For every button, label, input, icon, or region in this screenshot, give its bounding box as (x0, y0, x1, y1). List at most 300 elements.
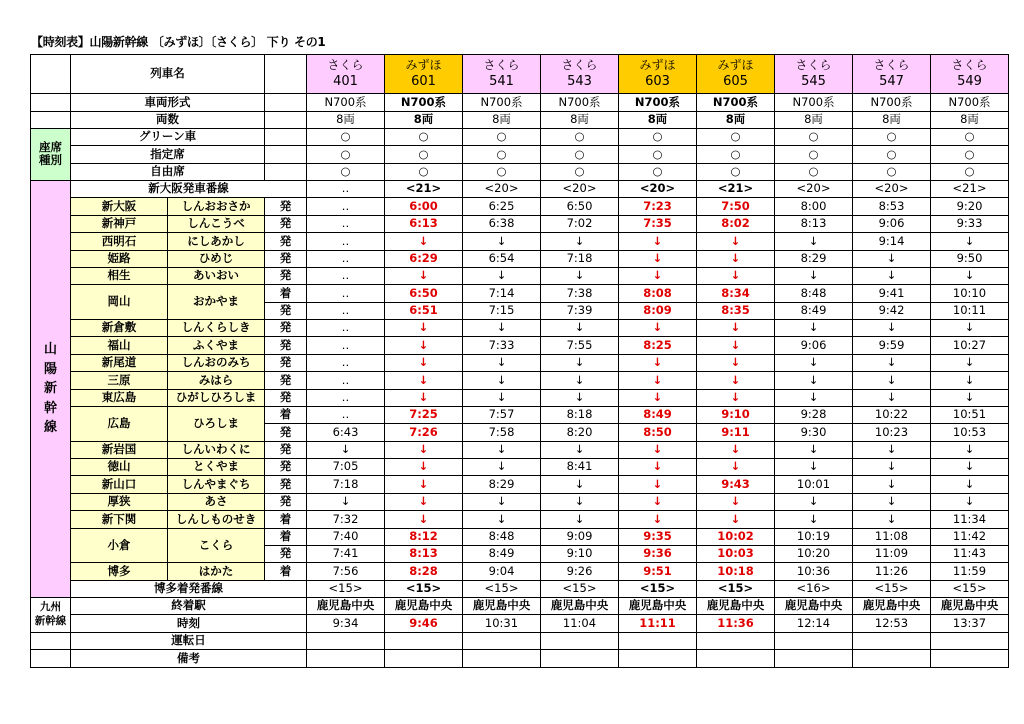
reserved-seat-cell: ○ (931, 146, 1009, 163)
arrive-depart: 発 (265, 441, 307, 458)
train-name: さくら (873, 58, 910, 73)
blank (265, 94, 307, 111)
arrive-depart: 発 (265, 476, 307, 493)
table-row (31, 441, 1009, 458)
operating-day-cell (775, 632, 853, 649)
time-cell: 10:27 (931, 337, 1009, 354)
time-cell: ↓ (697, 250, 775, 267)
terminal-time-cell: 12:14 (775, 615, 853, 632)
time-cell: ↓ (697, 320, 775, 337)
time-cell: 7:41 (307, 545, 385, 562)
time-cell: ↓ (385, 476, 463, 493)
table-row (31, 528, 1009, 545)
reserved-seat-cell: ○ (307, 146, 385, 163)
blank (265, 111, 307, 128)
operating-day-cell (541, 632, 619, 649)
time-cell: 7:50 (697, 198, 775, 215)
time-cell: ‥ (307, 320, 385, 337)
time-cell: 8:02 (697, 215, 775, 232)
time-cell: 9:35 (619, 528, 697, 545)
train-name-label: 列車名 (71, 55, 265, 94)
time-cell: 9:09 (541, 528, 619, 545)
time-cell: ↓ (619, 459, 697, 476)
time-cell: ↓ (931, 267, 1009, 284)
time-cell: 11:08 (853, 528, 931, 545)
time-cell: 6:38 (463, 215, 541, 232)
time-cell: ‥ (307, 406, 385, 423)
terminal-cell: 鹿児島中央 (697, 598, 775, 615)
operating-day-cell (697, 632, 775, 649)
time-cell: ↓ (463, 441, 541, 458)
page-title: 【時刻表】山陽新幹線 〔みずほ〕〔さくら〕 下り その1 (31, 35, 326, 49)
time-cell: 6:50 (541, 198, 619, 215)
arrive-depart: 発 (265, 459, 307, 476)
time-cell: ‥ (307, 285, 385, 302)
station-name: 岡山 (71, 285, 168, 320)
train-name: みずほ (717, 58, 754, 73)
time-cell: 7:23 (619, 198, 697, 215)
time-cell: 6:25 (463, 198, 541, 215)
green-seat-cell: ○ (463, 128, 541, 145)
table-row (31, 285, 1009, 302)
time-cell: ↓ (775, 267, 853, 284)
time-cell: ↓ (541, 441, 619, 458)
green-seat-cell: ○ (385, 128, 463, 145)
table-row (31, 320, 1009, 337)
time-cell: ↓ (931, 320, 1009, 337)
time-cell: ↓ (697, 354, 775, 371)
train-header (541, 55, 619, 94)
shin-osaka-track-cell: <20> (619, 181, 697, 198)
time-cell: ↓ (775, 354, 853, 371)
arrive-depart: 発 (265, 233, 307, 250)
blank (31, 650, 71, 668)
car-type-cell: N700系 (775, 94, 853, 111)
time-cell: 8:18 (541, 406, 619, 423)
time-cell: ↓ (385, 389, 463, 406)
time-cell: 9:36 (619, 545, 697, 562)
time-cell: 11:42 (931, 528, 1009, 545)
time-label: 時刻 (71, 615, 307, 632)
car-count-cell: 8両 (619, 111, 697, 128)
time-cell: 9:06 (853, 215, 931, 232)
time-cell: ↓ (463, 354, 541, 371)
station-kana: しんしものせき (168, 511, 265, 528)
time-cell: ↓ (931, 441, 1009, 458)
shin-osaka-track-cell: ‥ (307, 181, 385, 198)
operating-days-label: 運転日 (71, 632, 307, 649)
operating-day-cell (853, 632, 931, 649)
car-type-cell: N700系 (853, 94, 931, 111)
time-cell: 7:18 (307, 476, 385, 493)
remark-cell (931, 650, 1009, 668)
time-cell: 8:48 (463, 528, 541, 545)
time-cell: 9:20 (931, 198, 1009, 215)
station-kana: ふくやま (168, 337, 265, 354)
time-cell: 9:51 (619, 563, 697, 580)
hakata-track-cell: <15> (931, 580, 1009, 597)
time-cell: ↓ (619, 354, 697, 371)
time-cell: ↓ (385, 441, 463, 458)
time-cell: 9:33 (931, 215, 1009, 232)
time-cell: ↓ (541, 354, 619, 371)
shin-osaka-track-cell: <20> (541, 181, 619, 198)
terminal-cell: 鹿児島中央 (931, 598, 1009, 615)
table-row (31, 267, 1009, 284)
time-cell: ↓ (853, 476, 931, 493)
shin-osaka-track-cell: <21> (385, 181, 463, 198)
car-count-cell: 8両 (463, 111, 541, 128)
station-name: 新山口 (71, 476, 168, 493)
car-type-cell: N700系 (619, 94, 697, 111)
time-cell: 8:35 (697, 302, 775, 319)
time-cell: 8:41 (541, 459, 619, 476)
time-cell: ↓ (385, 320, 463, 337)
hakata-track-cell: <15> (463, 580, 541, 597)
time-cell: ↓ (619, 476, 697, 493)
time-cell: ↓ (853, 320, 931, 337)
train-number: 549 (957, 74, 982, 90)
time-cell: 11:26 (853, 563, 931, 580)
time-cell: ‥ (307, 337, 385, 354)
train-number: 541 (489, 74, 514, 90)
hakata-track-label: 博多着発番線 (71, 580, 307, 597)
station-name: 姫路 (71, 250, 168, 267)
time-cell: ↓ (697, 233, 775, 250)
arrive-depart: 発 (265, 545, 307, 562)
arrive-depart: 発 (265, 493, 307, 510)
reserved-seat-cell: ○ (463, 146, 541, 163)
time-cell: ↓ (463, 320, 541, 337)
table-row (31, 111, 1009, 128)
time-cell: ↓ (541, 233, 619, 250)
arrive-depart: 発 (265, 267, 307, 284)
time-cell: 9:11 (697, 424, 775, 441)
time-cell: ↓ (775, 459, 853, 476)
table-row (31, 459, 1009, 476)
train-header (853, 55, 931, 94)
train-name: みずほ (405, 58, 442, 73)
station-name: 博多 (71, 563, 168, 580)
car-type-cell: N700系 (307, 94, 385, 111)
time-cell: 9:26 (541, 563, 619, 580)
time-cell: ↓ (853, 267, 931, 284)
table-row (31, 128, 1009, 145)
timetable (30, 54, 1009, 668)
terminal-time-cell: 10:31 (463, 615, 541, 632)
train-number: 401 (333, 74, 358, 90)
station-kana: はかた (168, 563, 265, 580)
time-cell: ↓ (931, 354, 1009, 371)
arrive-depart: 発 (265, 337, 307, 354)
time-cell: 9:10 (697, 406, 775, 423)
operating-day-cell (463, 632, 541, 649)
shin-osaka-track-cell: <20> (853, 181, 931, 198)
arrive-depart: 着 (265, 285, 307, 302)
table-row (31, 354, 1009, 371)
station-kana: しんいわくに (168, 441, 265, 458)
station-name: 徳山 (71, 459, 168, 476)
reserved-seat-label: 指定席 (71, 146, 265, 163)
green-seat-label: グリーン車 (71, 128, 265, 145)
time-cell: ↓ (541, 372, 619, 389)
time-cell: 8:13 (775, 215, 853, 232)
unreserved-seat-cell: ○ (853, 163, 931, 180)
terminal-cell: 鹿児島中央 (775, 598, 853, 615)
time-cell: 8:09 (619, 302, 697, 319)
station-name: 西明石 (71, 233, 168, 250)
time-cell: ↓ (853, 372, 931, 389)
hakata-track-cell: <16> (775, 580, 853, 597)
arrive-depart: 着 (265, 528, 307, 545)
table-row (31, 493, 1009, 510)
time-cell: ↓ (697, 337, 775, 354)
time-cell: 11:34 (931, 511, 1009, 528)
train-number: 545 (801, 74, 826, 90)
arrive-depart: 発 (265, 424, 307, 441)
time-cell: ↓ (385, 511, 463, 528)
time-cell: 8:53 (853, 198, 931, 215)
unreserved-seat-cell: ○ (931, 163, 1009, 180)
green-seat-cell: ○ (775, 128, 853, 145)
train-header (697, 55, 775, 94)
green-seat-cell: ○ (697, 128, 775, 145)
remark-cell (385, 650, 463, 668)
time-cell: ↓ (931, 233, 1009, 250)
station-kana: みはら (168, 372, 265, 389)
table-row (31, 215, 1009, 232)
terminal-time-cell: 9:34 (307, 615, 385, 632)
station-name: 新神戸 (71, 215, 168, 232)
time-cell: 7:39 (541, 302, 619, 319)
car-type-cell: N700系 (385, 94, 463, 111)
station-kana: しんおのみち (168, 354, 265, 371)
table-row (31, 250, 1009, 267)
station-name: 新大阪 (71, 198, 168, 215)
table-row (31, 181, 1009, 198)
table-row (31, 146, 1009, 163)
train-name: さくら (327, 58, 364, 73)
time-cell: ↓ (619, 511, 697, 528)
table-row (31, 372, 1009, 389)
reserved-seat-cell: ○ (385, 146, 463, 163)
table-row (31, 580, 1009, 597)
table-row (31, 94, 1009, 111)
time-cell: 8:29 (775, 250, 853, 267)
time-cell: ↓ (385, 233, 463, 250)
time-cell: ↓ (463, 267, 541, 284)
station-kana: おかやま (168, 285, 265, 320)
car-type-cell: N700系 (697, 94, 775, 111)
table-row (31, 632, 1009, 649)
time-cell: 8:20 (541, 424, 619, 441)
time-cell: ↓ (931, 493, 1009, 510)
remark-cell (307, 650, 385, 668)
operating-day-cell (931, 632, 1009, 649)
operating-day-cell (307, 632, 385, 649)
time-cell: 7:38 (541, 285, 619, 302)
time-cell: 8:49 (619, 406, 697, 423)
time-cell: ↓ (541, 511, 619, 528)
green-seat-cell: ○ (931, 128, 1009, 145)
time-cell: ↓ (775, 372, 853, 389)
hakata-track-cell: <15> (853, 580, 931, 597)
car-count-cell: 8両 (853, 111, 931, 128)
reserved-seat-cell: ○ (697, 146, 775, 163)
station-kana: しんおおさか (168, 198, 265, 215)
table-row (31, 598, 1009, 615)
table-row (31, 476, 1009, 493)
station-name: 新岩国 (71, 441, 168, 458)
time-cell: 6:43 (307, 424, 385, 441)
unreserved-seat-cell: ○ (619, 163, 697, 180)
time-cell: 7:15 (463, 302, 541, 319)
cars-label: 両数 (71, 111, 265, 128)
time-cell: 10:19 (775, 528, 853, 545)
time-cell: ‥ (307, 215, 385, 232)
time-cell: ↓ (931, 389, 1009, 406)
time-cell: ↓ (541, 493, 619, 510)
arrive-depart: 発 (265, 215, 307, 232)
time-cell: 7:25 (385, 406, 463, 423)
time-cell: 11:09 (853, 545, 931, 562)
time-cell: ↓ (385, 337, 463, 354)
reserved-seat-cell: ○ (775, 146, 853, 163)
time-cell: 10:03 (697, 545, 775, 562)
time-cell: 9:59 (853, 337, 931, 354)
time-cell: 10:10 (931, 285, 1009, 302)
shin-osaka-track-label: 新大阪発車番線 (71, 181, 307, 198)
time-cell: 9:30 (775, 424, 853, 441)
time-cell: ‥ (307, 233, 385, 250)
time-cell: 9:28 (775, 406, 853, 423)
station-kana: しんこうべ (168, 215, 265, 232)
time-cell: ↓ (853, 511, 931, 528)
table-row (31, 563, 1009, 580)
time-cell: 7:40 (307, 528, 385, 545)
time-cell: ↓ (619, 233, 697, 250)
time-cell: 9:41 (853, 285, 931, 302)
arrive-depart: 着 (265, 511, 307, 528)
time-cell: 7:18 (541, 250, 619, 267)
time-cell: 8:08 (619, 285, 697, 302)
arrive-depart: 発 (265, 302, 307, 319)
time-cell: 8:13 (385, 545, 463, 562)
time-cell: 10:51 (931, 406, 1009, 423)
time-cell: 9:42 (853, 302, 931, 319)
time-cell: 8:00 (775, 198, 853, 215)
arrive-depart: 発 (265, 320, 307, 337)
time-cell: 6:00 (385, 198, 463, 215)
time-cell: ‥ (307, 198, 385, 215)
reserved-seat-cell: ○ (619, 146, 697, 163)
time-cell: 6:54 (463, 250, 541, 267)
blank (265, 163, 307, 180)
unreserved-seat-cell: ○ (307, 163, 385, 180)
arrive-depart: 発 (265, 372, 307, 389)
time-cell: ↓ (775, 441, 853, 458)
station-kana: しんくらしき (168, 320, 265, 337)
terminal-time-cell: 11:11 (619, 615, 697, 632)
time-cell: ‥ (307, 302, 385, 319)
station-kana: あいおい (168, 267, 265, 284)
train-number: 543 (567, 74, 592, 90)
car-count-cell: 8両 (307, 111, 385, 128)
time-cell: ↓ (697, 389, 775, 406)
station-kana: にしあかし (168, 233, 265, 250)
car-count-cell: 8両 (775, 111, 853, 128)
header-blank (31, 55, 71, 94)
terminal-time-cell: 12:53 (853, 615, 931, 632)
time-cell: ↓ (619, 493, 697, 510)
terminal-cell: 鹿児島中央 (385, 598, 463, 615)
train-number: 601 (411, 74, 436, 90)
station-kana: こくら (168, 528, 265, 563)
green-seat-cell: ○ (307, 128, 385, 145)
reserved-seat-cell: ○ (853, 146, 931, 163)
blank (265, 128, 307, 145)
arrive-depart: 発 (265, 198, 307, 215)
terminal-cell: 鹿児島中央 (463, 598, 541, 615)
sanyo-shinkansen-group: 山 陽 新 幹 線 (31, 181, 71, 598)
station-name: 東広島 (71, 389, 168, 406)
station-name: 福山 (71, 337, 168, 354)
train-header (775, 55, 853, 94)
shin-osaka-track-cell: <21> (697, 181, 775, 198)
table-row (31, 389, 1009, 406)
time-cell: 9:04 (463, 563, 541, 580)
table-row (31, 163, 1009, 180)
station-kana: あさ (168, 493, 265, 510)
time-cell: 8:49 (463, 545, 541, 562)
train-name: みずほ (639, 58, 676, 73)
remark-cell (463, 650, 541, 668)
time-cell: 6:51 (385, 302, 463, 319)
terminal-cell: 鹿児島中央 (541, 598, 619, 615)
car-type-label: 車両形式 (71, 94, 265, 111)
time-cell: ↓ (307, 493, 385, 510)
time-cell: 7:35 (619, 215, 697, 232)
time-cell: ↓ (385, 459, 463, 476)
kyushu-shinkansen-group: 九州 新幹線 (31, 598, 71, 633)
time-cell: 9:06 (775, 337, 853, 354)
station-name: 広島 (71, 406, 168, 441)
time-cell: ↓ (541, 320, 619, 337)
green-seat-cell: ○ (853, 128, 931, 145)
time-cell: 8:49 (775, 302, 853, 319)
time-cell: ↓ (697, 441, 775, 458)
time-cell: 10:20 (775, 545, 853, 562)
train-header (619, 55, 697, 94)
table-row (31, 650, 1009, 668)
time-cell: 7:57 (463, 406, 541, 423)
time-cell: ↓ (775, 320, 853, 337)
table-row (31, 233, 1009, 250)
time-cell: ↓ (697, 372, 775, 389)
train-name: さくら (795, 58, 832, 73)
remark-cell (619, 650, 697, 668)
arrive-depart: 着 (265, 563, 307, 580)
time-cell: ↓ (619, 389, 697, 406)
time-cell: ↓ (307, 441, 385, 458)
time-cell: 7:33 (463, 337, 541, 354)
unreserved-seat-label: 自由席 (71, 163, 265, 180)
time-cell: ‥ (307, 354, 385, 371)
seat-type-group: 座席 種別 (31, 128, 71, 180)
time-cell: 10:22 (853, 406, 931, 423)
station-kana: ひろしま (168, 406, 265, 441)
time-cell: ↓ (775, 511, 853, 528)
